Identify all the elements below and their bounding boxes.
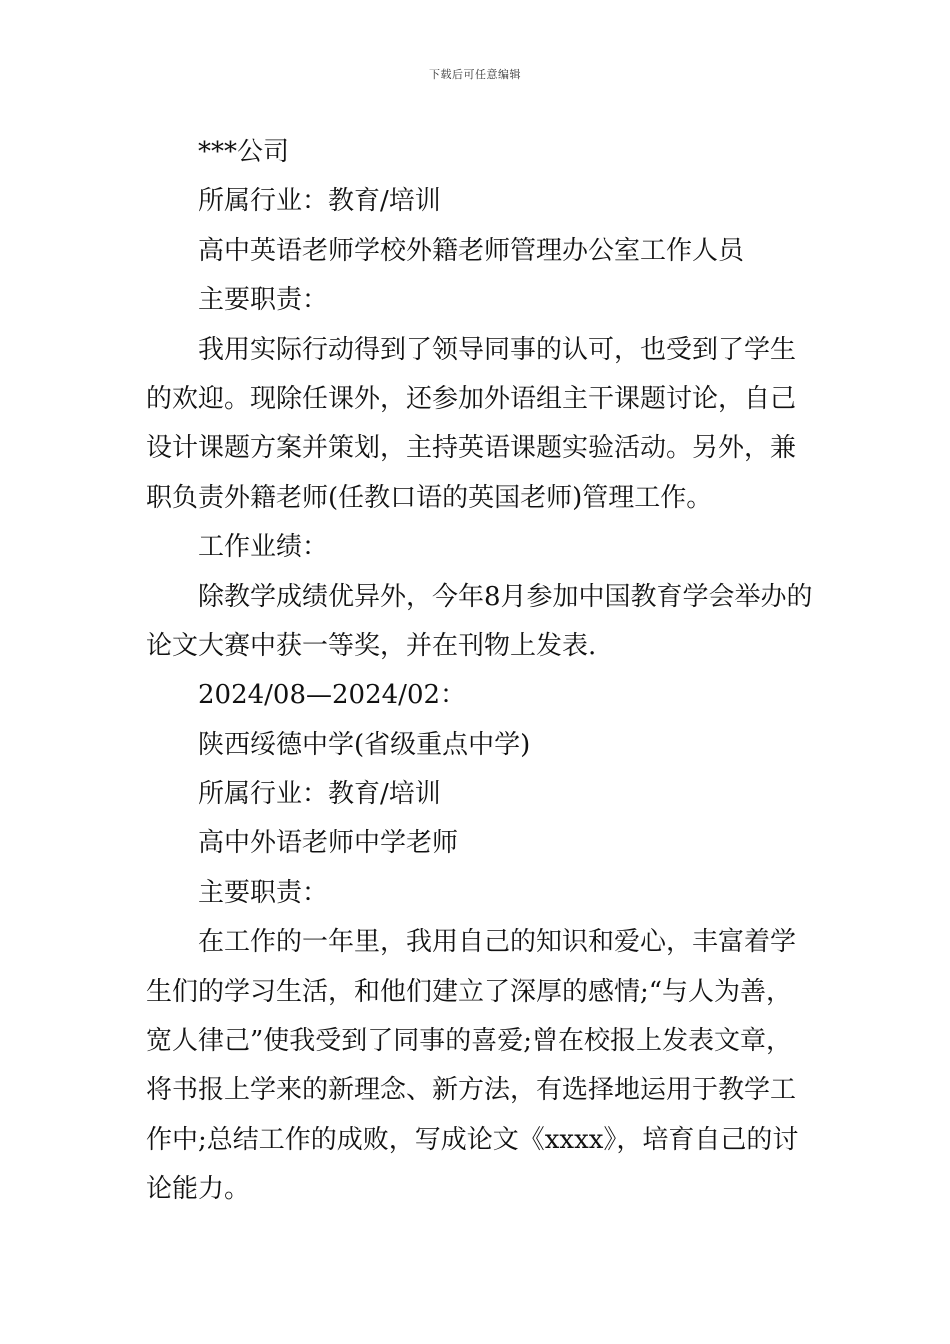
achievements-paragraph [146,573,813,672]
achievements-label: 工作业绩： [198,532,329,563]
duties-paragraph-1 [146,326,806,524]
paragraph-line: 职负责外籍老师(任教口语的英国老师)管理工作。 [146,482,713,513]
paragraph-line: 宽人律己”使我受到了同事的喜爱;曾在校报上发表文章， [146,1026,793,1057]
paragraph-line: 设计课题方案并策划，主持英语课题实验活动。另外，兼 [146,433,797,464]
document-body [146,128,813,1215]
position-line-1: 高中英语老师学校外籍老师管理办公室工作人员 [198,235,745,266]
paragraph-line: 生们的学习生活，和他们建立了深厚的感情;“与人为善， [146,976,793,1007]
paragraph-line: 作中;总结工作的成败，写成论文《xxxx》，培育自己的讨 [146,1124,799,1155]
paragraph-line: 除教学成绩优异外，今年8月参加中国教育学会举办的 [198,581,813,612]
company-name: ***公司 [198,137,290,167]
header-note: 下载后可任意编辑 [429,68,521,81]
duties-paragraph-2 [146,918,806,1214]
paragraph-line: 论能力。 [146,1174,251,1205]
industry-line-1: 所属行业：教育/培训 [198,186,441,217]
paragraph-line: 论文大赛中获一等奖，并在刊物上发表. [146,630,597,661]
period-line-2: 2024/08—2024/02： [198,680,467,711]
paragraph-line: 将书报上学来的新理念、新方法，有选择地运用于教学工 [146,1075,797,1106]
paragraph-line: 的欢迎。现除任课外，还参加外语组主干课题讨论，自己 [146,383,797,414]
duties-label-1: 主要职责： [198,285,329,316]
paragraph-line: 我用实际行动得到了领导同事的认可，也受到了学生 [198,334,797,365]
duties-label-2: 主要职责： [198,877,329,908]
industry-line-2: 所属行业：教育/培训 [198,779,441,810]
paragraph-line: 在工作的一年里，我用自己的知识和爱心，丰富着学 [198,927,797,958]
school-line-2: 陕西绥德中学(省级重点中学) [198,729,531,760]
position-line-2: 高中外语老师中学老师 [198,828,459,859]
